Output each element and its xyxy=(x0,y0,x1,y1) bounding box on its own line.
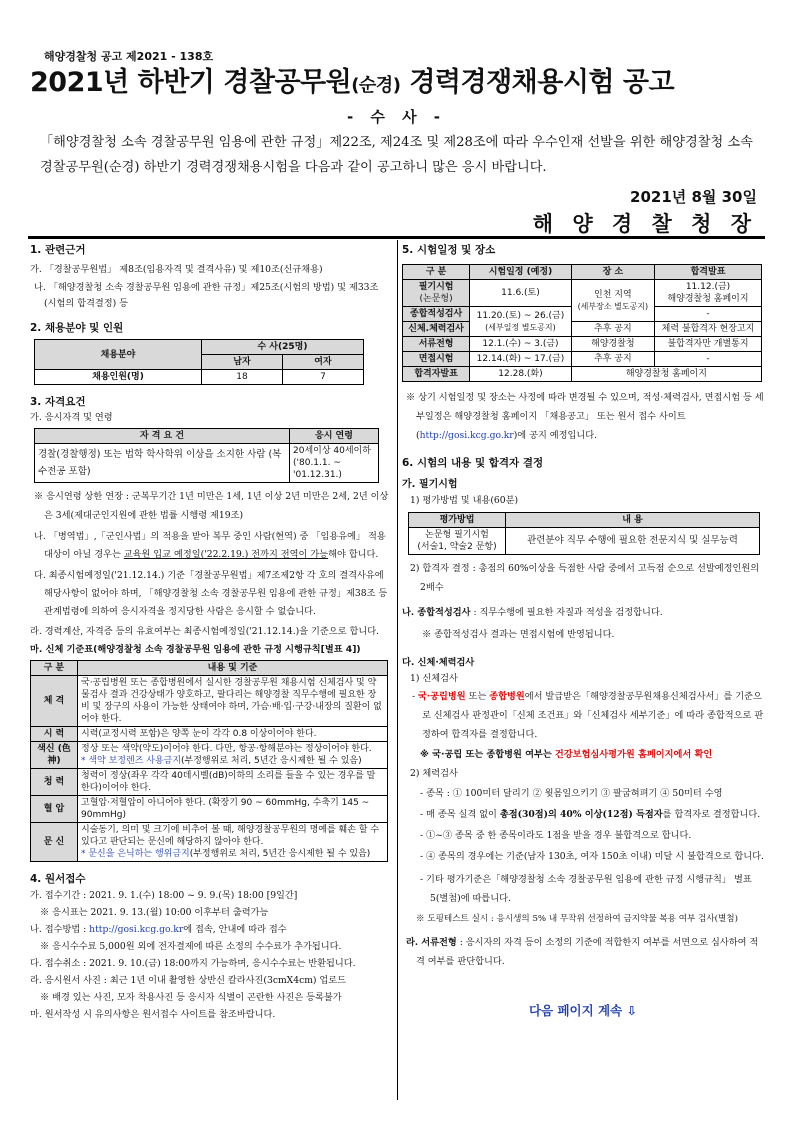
schedule-date: 11.20.(토) ~ 26.(금) xyxy=(476,310,565,321)
application-site-link[interactable]: http://gosi.kcg.go.kr xyxy=(89,924,184,935)
physical-row-value: 시력(교정시력 포함)은 양쪽 눈이 각각 0.8 이상이어야 한다. xyxy=(78,727,388,742)
recruit-female-header: 여자 xyxy=(282,355,363,370)
section-6-written-pass: 2) 합격자 결정 : 총점의 60%이상을 득점한 사람 중에서 고득점 순으로 선발예정인원의 2배수 xyxy=(410,563,760,593)
header-divider xyxy=(28,236,765,239)
section-6-aptitude-heading: 나. 종합적성검사 xyxy=(402,607,471,618)
recruit-male-count: 18 xyxy=(201,370,282,385)
schedule-header-place: 장 소 xyxy=(571,265,654,280)
schedule-row-label: 종합적성검사 xyxy=(403,307,470,322)
schedule-date: 11.6.(토) xyxy=(470,280,572,307)
eligibility-table xyxy=(34,428,379,483)
schedule-place-note: (세부장소 별도공지) xyxy=(577,301,649,311)
general-hospital-text: 종합병원 xyxy=(489,691,525,702)
recruit-female-count: 7 xyxy=(282,370,363,385)
section-6-physical-note-red: 건강보험심사평가원 홈페이지에서 확인 xyxy=(554,749,713,760)
physical-row-note-detail: (부정행위로 처리, 5년간 응시제한 될 수 있음) xyxy=(181,756,362,766)
schedule-note-pre: ※ 상기 시험일정 및 장소는 사정에 따라 변경될 수 있으며, 적성·체력검사, 면접시험 등 세부일정은 해양경찰청 홈페이지 「채용공고」 또는 원서 접수 사이트( xyxy=(406,392,764,441)
public-hospital-text: 국·공립병원 xyxy=(418,691,466,702)
schedule-result: - xyxy=(655,352,762,367)
right-column xyxy=(402,242,764,1019)
section-6-aptitude xyxy=(402,605,764,621)
intro-paragraph: 「해양경찰청 소속 경찰공무원 임용에 관한 규정」제22조, 제24조 및 제28조에 따라 우수인재 선발을 위한 해양경찰청 소속 경찰공무원(순경) 하반기 경력경쟁채용시험을 다음과 같이 공고하니 많은 응시 바랍니다. xyxy=(40,135,753,175)
section-6-documents-heading: 라. 서류전형 xyxy=(406,937,457,948)
written-exam-table xyxy=(408,512,760,555)
fitness-fail-rule-1: - ①~③ 종목 중 한 종목이라도 1점을 받을 경우 불합격으로 합니다. xyxy=(420,830,692,841)
section-3-heading: 3. 자격요건 xyxy=(30,396,86,408)
subtitle: - 수 사 - xyxy=(346,108,447,126)
section-6-physical-note-pre: ※ 국·공립 또는 종합병원 여부는 xyxy=(420,749,555,760)
physical-row-key: 시 력 xyxy=(31,727,78,742)
section-3-item-e: 마. 신체 기준표(해양경찰청 소속 경찰공무원 임용에 관한 규정 시행규칙[별표 4]) xyxy=(30,644,361,655)
fitness-pass-criteria xyxy=(402,807,764,823)
fitness-other-criteria: - 기타 평가기준은「해양경찰청 소속 경찰공무원 임용에 관한 규정 시행규칙」 별표5(별첨)에 따릅니다. xyxy=(420,874,752,904)
fitness-pass-post: 를 합격자로 결정합니다. xyxy=(662,809,761,820)
schedule-result: 11.12.(금) xyxy=(685,282,731,292)
physical-row-key: 문 신 xyxy=(31,823,78,862)
title-part-a: 2021년 하반기 경찰공무원 xyxy=(30,67,352,98)
eligibility-age-header: 응시 연령 xyxy=(290,429,379,444)
recruit-row-label: 채용인원(명) xyxy=(35,370,202,385)
issuer-name: 해 양 경 찰 청 장 xyxy=(532,212,757,236)
written-method-detail: (서술1, 약술2 문항) xyxy=(417,542,497,552)
fitness-pass-bold: 총점(30점)의 40% 이상(12점) 득점자 xyxy=(499,809,663,820)
schedule-date: 12.14.(화) ~ 17.(금) xyxy=(470,352,572,367)
section-6-physical-text: - 국·공립병원 또는 종합병원에서 발급받은「해양경찰공무원채용신체검사서」를 기준으로 신체검사 판정관이「신체 조건표」와「신체검사 세부기준」에 따라 종합적으로 판정하여 합격자를 결정합니다. xyxy=(412,691,764,740)
section-4-item-d-note: ※ 배경 있는 사진, 모자 착용사진 등 응시자 식별이 곤란한 사진은 등록불가 xyxy=(40,992,342,1003)
physical-row-value: 시술동기, 의미 및 크기에 비추어 볼 때, 해양경찰공무원의 명예를 훼손 할 수 있다고 판단되는 문신에 해당하지 않아야 한다. xyxy=(81,825,380,847)
physical-row-note: * 문신을 은닉하는 행위금지 xyxy=(81,849,190,859)
physical-row-key: 색신 (色神) xyxy=(31,742,78,769)
physical-row-key: 혈 압 xyxy=(31,796,78,823)
schedule-table xyxy=(402,264,762,382)
schedule-site-link[interactable]: http://gosi.kcg.go.kr xyxy=(419,430,514,441)
schedule-row-label: 면접시험 xyxy=(403,352,470,367)
schedule-header-date: 시험일정 (예정) xyxy=(470,265,572,280)
schedule-place: 추후 공지 xyxy=(571,322,654,337)
section-3-item-b-pre: 나. 「병역법」,「군인사법」의 적용을 받아 복무 중인 사람(현역) 중 「임용유예」 적용 대상이 아닐 경우는 xyxy=(34,531,386,560)
section-6-physical-post: 에서 발급받은「해양경찰공무원채용신체검사서」를 기준으로 신체검사 판정관이「신체 조건표」와「신체검사 세부기준」에 따라 종합적으로 판정하여 합격자를 결정합니다. xyxy=(422,691,764,740)
eligibility-req: 경찰(경찰행정) 또는 법학 학사학위 이상을 소지한 사람 (복수전공 포함) xyxy=(35,444,290,483)
physical-row-value: 청력이 정상(좌우 각각 40데시벨(dB)이하의 소리를 들을 수 있는 경우를 말한다)이어야 한다. xyxy=(78,769,388,796)
schedule-date-note: (세부일정 별도공지) xyxy=(485,322,556,332)
schedule-result: 불합격자만 개별통지 xyxy=(655,337,762,352)
section-4-item-d: 라. 응시원서 사진 : 최근 1년 이내 촬영한 상반신 칼라사진(3cmX4cm) 업로드 xyxy=(30,975,347,986)
schedule-row-sublabel: (논문형) xyxy=(419,294,453,304)
section-3-item-c: 다. 최종시험예정일('21.12.14.) 기준「경찰공무원법」제7조제2항 각 호의 결격사유에 해당사항이 없어야 하며, 「해양경찰청 소속 경찰공무원 임용에 관한 규정」제38조 등 관계법령에 의하여 응시자격을 정지당한 사람은 응시할 수 없습니다. xyxy=(34,570,388,617)
section-4-item-e: 마. 원서작성 시 유의사항은 원서접수 사이트를 참조바랍니다. xyxy=(30,1009,276,1020)
schedule-place: 인천 지역 xyxy=(594,289,632,300)
schedule-place: 해양경찰청 홈페이지 xyxy=(571,367,761,382)
fitness-pass-pre: - 매 종목 실격 없이 xyxy=(420,809,500,820)
schedule-row-label: 신체.체력검사 xyxy=(403,322,470,337)
section-3-age-note: ※ 응시연령 상한 연장 : 군복무기간 1년 미만은 1세, 1년 이상 2년 미만은 2세, 2년 이상은 3세(제대군인지원에 관한 법률 시행령 제19조) xyxy=(34,491,389,521)
section-6-physical-note xyxy=(402,747,764,763)
section-4-item-b-pre: 나. 접수방법 : xyxy=(30,924,90,935)
written-header-method: 평가방법 xyxy=(409,513,506,528)
column-divider xyxy=(397,240,398,1100)
fitness-fail-rule-2: - ④ 종목의 경우에는 기준(남자 130초, 여자 150초 이내) 미달 시 불합격으로 합니다. xyxy=(420,851,764,862)
section-6-documents-text: : 응시자의 자격 등이 소정의 기준에 적합한지 여부를 서면으로 심사하여 적격 여부를 판단합니다. xyxy=(416,937,759,967)
section-6-heading: 6. 시험의 내용 및 합격자 결정 xyxy=(402,457,544,469)
notice-date: 2021년 8월 30일 xyxy=(630,188,757,206)
physical-header-content: 내용 및 기준 xyxy=(78,661,388,676)
section-6-physical-subheading: 1) 신체검사 xyxy=(410,673,458,684)
section-4-item-a: 가. 접수기간 : 2021. 9. 1.(수) 18:00 ~ 9. 9.(목) 18:00 [9일간] xyxy=(30,890,298,901)
section-6-fitness-subheading: 2) 체력검사 xyxy=(410,768,458,779)
written-header-content: 내 용 xyxy=(506,513,760,528)
schedule-header-result: 합격발표 xyxy=(655,265,762,280)
section-1-item-b: 나. 「해양경찰청 소속 경찰공무원 임용에 관한 규정」제25조(시험의 방법) 및 제33조(시험의 합격결정) 등 xyxy=(34,282,379,309)
written-method: 논문형 필기시험 xyxy=(425,530,489,540)
schedule-result-detail: 해양경찰청 홈페이지 xyxy=(667,294,749,304)
section-3-item-b xyxy=(30,528,390,564)
schedule-place: 해양경찰청 xyxy=(571,337,654,352)
section-2-heading: 2. 채용분야 및 인원 xyxy=(30,322,124,334)
written-content: 관련분야 직무 수행에 필요한 전문지식 및 실무능력 xyxy=(506,528,760,555)
physical-row-key: 청 력 xyxy=(31,769,78,796)
section-4-heading: 4. 원서접수 xyxy=(30,873,86,885)
section-5-heading: 5. 시험일정 및 장소 xyxy=(402,244,496,256)
section-6-physical-mid: 또는 xyxy=(465,691,490,702)
eligibility-age: 20세이상 40세이하 xyxy=(293,446,371,456)
next-page-notice: 다음 페이지 계속 ⇩ xyxy=(528,1003,638,1018)
section-6-aptitude-text: : 직무수행에 필요한 자질과 적성을 검정합니다. xyxy=(470,607,663,618)
page-title xyxy=(30,60,770,99)
schedule-place: 추후 공지 xyxy=(571,352,654,367)
section-4-item-b-post: 에 접속, 안내에 따라 접수 xyxy=(183,924,287,935)
schedule-date: 12.1.(수) ~ 3.(금) xyxy=(470,337,572,352)
physical-row-value: 고혈압·저혈압이 아니어야 한다. (확장기 90 ~ 60mmHg, 수축기 145 ~ 90mmHg) xyxy=(78,796,388,823)
section-3-item-b-post: 해야 합니다. xyxy=(328,549,379,560)
physical-row-value: 정상 또는 색약(약도)이어야 한다. 다만, 항공·항해분야는 정상이어야 한다. xyxy=(81,744,372,754)
schedule-header-category: 구 분 xyxy=(403,265,470,280)
recruit-male-header: 남자 xyxy=(201,355,282,370)
notice-number: 해양경찰청 공고 제2021 - 138호 xyxy=(44,50,214,63)
section-1-item-a: 가. 「경찰공무원법」 제8조(임용자격 및 결격사유) 및 제10조(신규채용) xyxy=(30,264,323,275)
physical-row-note-detail: (부정행위로 처리, 5년간 응시제한 될 수 있음) xyxy=(189,849,371,859)
section-4-item-b xyxy=(30,921,390,938)
section-3-item-b-underlined: 교육원 입교 예정일('22.2.19.) 전까지 전역이 가능 xyxy=(123,549,329,560)
section-6-written-method: 1) 평가방법 및 내용(60분) xyxy=(410,495,519,506)
section-6-written-heading: 가. 필기시험 xyxy=(402,479,458,490)
physical-header-category: 구 분 xyxy=(31,661,78,676)
schedule-row-label: 합격자발표 xyxy=(403,367,470,382)
section-1-heading: 1. 관련근거 xyxy=(30,244,86,256)
schedule-result: 체력 불합격자 현장고지 xyxy=(655,322,762,337)
physical-row-note: * 색약 보정렌즈 사용금지 xyxy=(81,756,182,766)
doping-test-note: ※ 도핑테스트 실시 : 응시생의 5% 내 무작위 선정하여 금지약물 복용 여부 검사(별첨) xyxy=(416,914,738,924)
physical-row-value: 국·공립병원 또는 종합병원에서 실시한 경찰공무원 채용시험 신체검사 및 약물검사 결과 건강상태가 양호하고, 팔다리는 해양경찰 직무수행에 필요한 장비 및 장구의 사용이 가능한 상태여야 하며, 가슴·배·입·구강·내장의 질환이 없어야 한다. xyxy=(78,676,388,727)
recruit-table xyxy=(34,339,364,385)
section-6-physical-heading: 다. 신체·체력검사 xyxy=(402,657,475,668)
section-4-item-b-note: ※ 응시수수료 5,000원 외에 전자결제에 따른 소정의 수수료가 추가됩니다. xyxy=(40,941,342,952)
schedule-note xyxy=(402,388,764,445)
section-4-item-a-note: ※ 응시표는 2021. 9. 13.(월) 10:00 이후부터 출력가능 xyxy=(40,907,269,918)
recruit-field-header: 채용분야 xyxy=(35,340,202,370)
physical-criteria-table xyxy=(30,660,388,862)
eligibility-age-range: ('80.1.1. ~ '01.12.31.) xyxy=(293,458,342,480)
fitness-events: - 종목 : ① 100미터 달리기 ② 윗몸일으키기 ③ 팔굽혀펴기 ④ 50미터 수영 xyxy=(420,788,723,799)
schedule-row-label: 필기시험 xyxy=(418,282,454,292)
section-6-aptitude-note: ※ 종합적성검사 결과는 면접시험에 반영됩니다. xyxy=(422,629,615,640)
title-part-small: (순경) xyxy=(351,75,401,96)
schedule-result: - xyxy=(655,307,762,322)
section-3-item-a: 가. 응시자격 및 연령 xyxy=(30,412,113,423)
schedule-date: 12.28.(화) xyxy=(470,367,572,382)
left-column xyxy=(30,242,390,1023)
schedule-note-post: )에 공지 예정입니다. xyxy=(513,430,598,441)
recruit-group-header: 수 사(25명) xyxy=(201,340,363,355)
section-3-item-d: 라. 경력계산, 자격증 등의 유효여부는 최종시험예정일('21.12.14.)을 기준으로 합니다. xyxy=(30,626,379,637)
section-6-documents xyxy=(402,933,764,971)
section-4-item-c: 다. 접수취소 : 2021. 9. 10.(금) 18:00까지 가능하며, 응시수수료는 반환됩니다. xyxy=(30,958,356,969)
title-part-b: 경력경쟁채용시험 공고 xyxy=(400,67,675,98)
eligibility-req-header: 자 격 요 건 xyxy=(35,429,290,444)
schedule-row-label: 서류전형 xyxy=(403,337,470,352)
physical-row-key: 체 격 xyxy=(31,676,78,727)
